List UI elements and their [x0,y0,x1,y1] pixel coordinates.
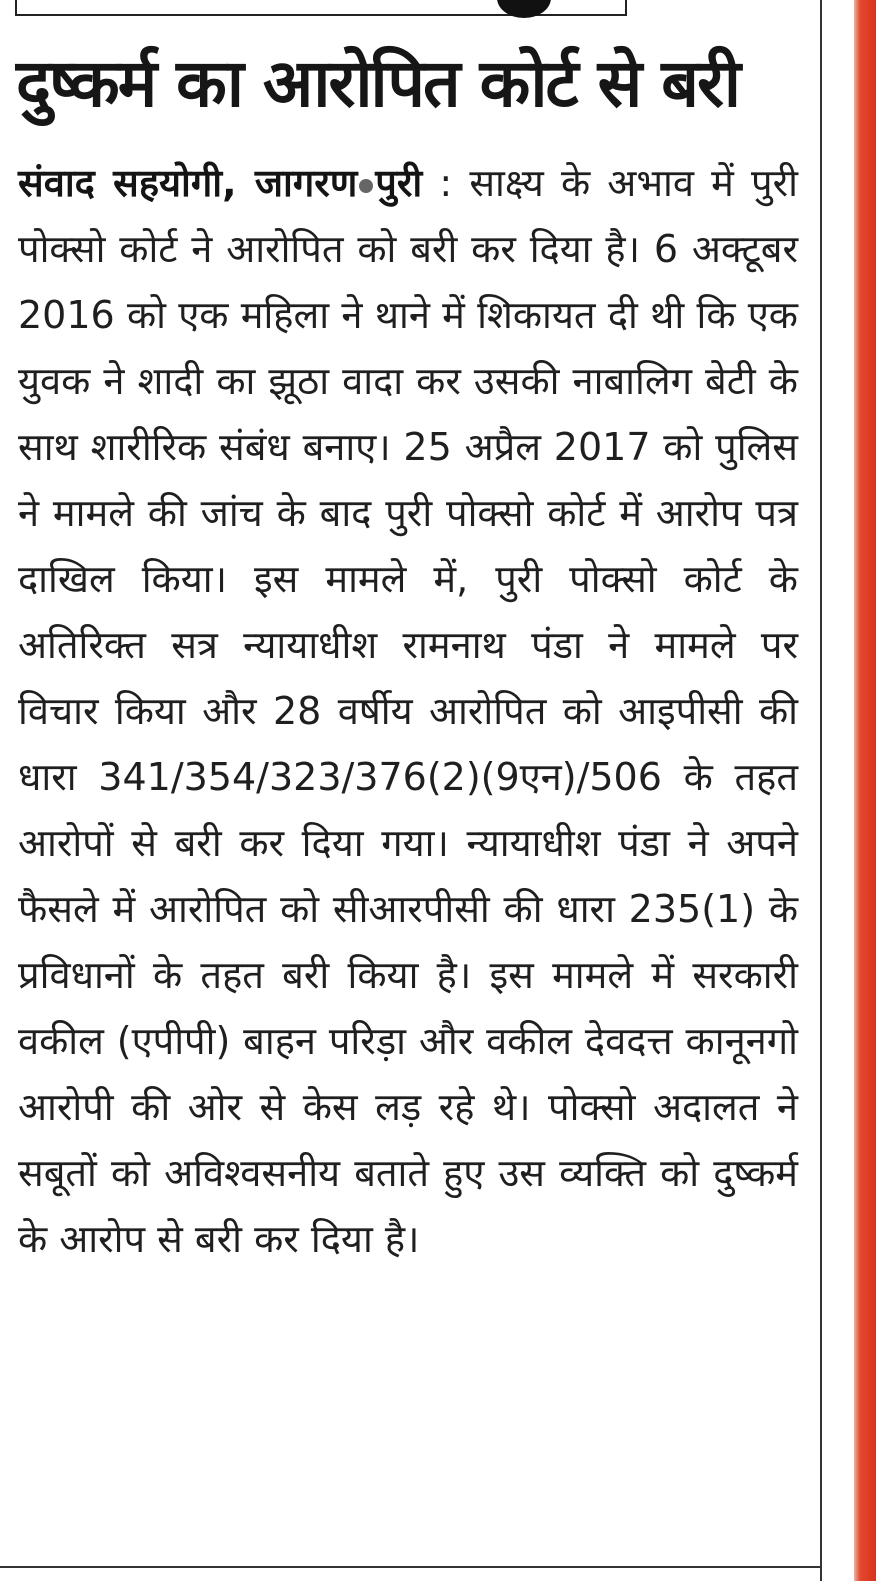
byline-credit: संवाद सहयोगी, जागरण [18,161,358,205]
bullet-dot-icon [359,179,373,193]
byline [18,161,422,205]
adjacent-red-strip [854,0,876,1581]
column-divider [820,0,822,1581]
byline-place: पुरी [375,161,423,205]
byline-separator: : [422,161,470,205]
headline: दुष्कर्म का आरोपित कोर्ट से बरी [16,45,740,122]
article-body [18,150,798,1272]
article-text: साक्ष्य के अभाव में पुरी पोक्सो कोर्ट ने आरोपित को बरी कर दिया है। 6 अक्टूबर 2016 को एक महिला ने थाने में शिकायत दी थी कि एक युवक ने शादी का झूठा वादा कर उसकी नाबालिग बेटी के साथ शारीरिक संबंध बनाए। 25 अप्रैल 2017 को पुलिस ने मामले की जांच के बाद पुरी पोक्सो कोर्ट में आरोप पत्र दाखिल किया। इस मामले में, पुरी पोक्सो कोर्ट के अतिरिक्त सत्र न्यायाधीश रामनाथ पंडा ने मामले पर विचार किया और 28 वर्षीय आरोपित को आइपीसी की धारा 341/354/323/376(2)(9एन)/506 के तहत आरोपों से बरी कर दिया गया। न्यायाधीश पंडा ने अपने फैसले में आरोपित को सीआरपीसी की धारा 235(1) के प्रविधानों के तहत बरी किया है। इस मामले में सरकारी वकील (एपीपी) बाहन परिड़ा और वकील देवदत्त कानूनगो आरोपी की ओर से केस लड़ रहे थे। पोक्सो अदालत ने सबूतों को अविश्वसनीय बताते हुए उस व्यक्ति को दुष्कर्म के आरोप से बरी कर दिया है। [18,161,798,1261]
bottom-rule [0,1566,820,1568]
